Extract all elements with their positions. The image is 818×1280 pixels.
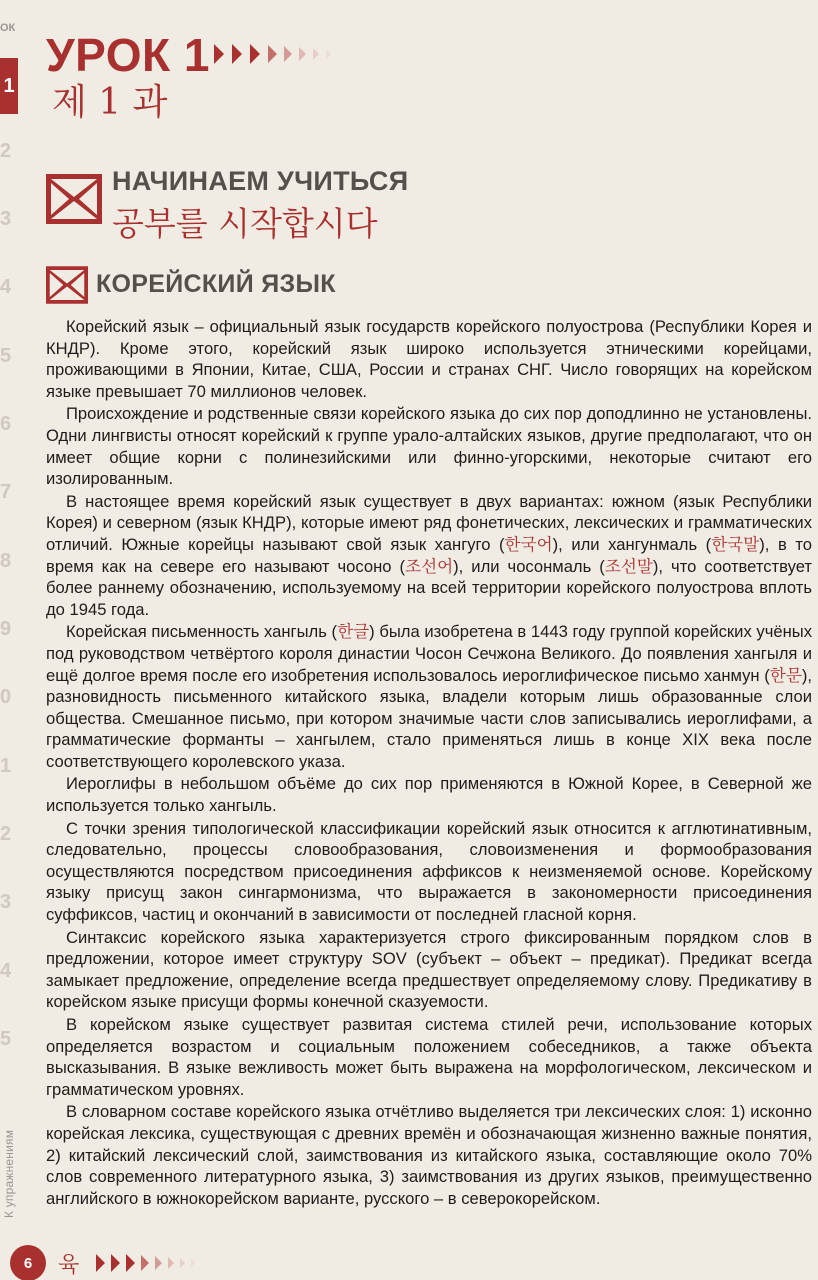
section-x-emblem-icon — [46, 174, 102, 224]
paragraph: Иероглифы в небольшом объёме до сих пор применяются в Южной Корее, в Северной же используется только хангыль. — [46, 774, 812, 816]
paragraph: В словарном составе корейского языка отчётливо выделяется три лексических слоя: 1) исконно корейская лексика, существующая с древних времён и обозначающая жизненно важные понятия, 2) китайский лексический слой, заимствования из китайского языка, составляющие около 70% слов современного литературного языка, 3) заимствования из других языков, преимущественно английского в южнокорейском варианте, русского – в северокорейском. — [46, 1102, 812, 1208]
sidebar-lesson-tab[interactable]: 3 — [0, 891, 12, 913]
sidebar-lesson-tab[interactable]: 8 — [0, 550, 12, 572]
sidebar-lesson-tab[interactable]: 2 — [0, 140, 12, 162]
korean-word: 조선말 — [604, 556, 653, 576]
section-subtitle-korean: 공부를 시작합시다 — [112, 204, 378, 243]
text: ), разновидность письменного китайского языка, владели которым лишь образованные слои общества. Смешанное письмо, при котором значимые части слов записывались иероглифами, а грамматические форманты – хангылем, стало применяться лишь в конце XIX века после соответствующего королевского указа. — [46, 665, 812, 771]
text: ), или чосонмаль ( — [453, 556, 605, 576]
text: ) была изобретена в 1443 году группой корейских учёных под руководством четвёртого короля династии Чосон Сечжона Великого. До появления хангыля и ещё долгое время после его изобретения использовалось иероглифическое письмо ханмун ( — [46, 622, 812, 685]
footer-arrows-icon — [96, 1253, 226, 1273]
korean-word: 한국말 — [711, 534, 760, 554]
text: Корейская письменность хангыль ( — [66, 622, 338, 642]
sidebar-lesson-tab[interactable]: 1 — [0, 755, 12, 777]
sidebar-lesson-tab[interactable]: 6 — [0, 413, 12, 435]
sidebar-lesson-tab[interactable]: 4 — [0, 276, 12, 298]
korean-word: 한국어 — [504, 534, 553, 554]
page-number-korean: 육 — [58, 1253, 80, 1278]
title-arrows-icon — [214, 42, 354, 66]
korean-word: 한문 — [769, 665, 802, 685]
paragraph: Синтаксис корейского языка характеризуется строго фиксированным порядком слов в предложении, которое имеет структуру SOV (субъект – объект – предикат). Предикат всегда замыкает предложение, определение всегда предшествует определяемому слову. Предикативу в корейском языке присущи формы конечной сказуемости. — [46, 927, 812, 1012]
section-title-korean-language: КОРЕЙСКИЙ ЯЗЫК — [96, 270, 336, 298]
sidebar-lesson-tab[interactable]: 9 — [0, 618, 12, 640]
lesson-subtitle-korean: 제 1 과 — [52, 82, 168, 123]
page-number-badge: 6 — [10, 1245, 46, 1280]
paragraph: Происхождение и родственные связи корейского языка до сих пор доподлинно не установлены. Одни лингвисты относят корейский к группе урало-алтайских языков, другие предполагают, что он имеет общие корни с полинезийскими или финно-угорскими, некоторые считают его изолированным. — [46, 404, 812, 489]
korean-word: 조선어 — [405, 556, 454, 576]
body-text — [46, 316, 812, 1209]
lesson-title: УРОК 1 — [46, 29, 210, 81]
sidebar-lesson-tab[interactable]: 2 — [0, 823, 12, 845]
korean-word: 한글 — [337, 622, 370, 642]
paragraph: В корейском языке существует развитая система стилей речи, использование которых определяется возрастом и социальным положением собеседников, а также объекта высказывания. В языке вежливость может быть выражена на морфологическом, лексическом и грамматическом уровнях. — [46, 1015, 812, 1099]
sidebar-lesson-tab[interactable]: 5 — [0, 345, 12, 367]
text: ), что соответствует более раннему обозначению, используемому на всей территории корейского полуострова вплоть до 1945 года. — [46, 556, 812, 619]
sidebar-exercises-caption[interactable]: К упражнениям — [2, 1129, 16, 1218]
section-x-emblem-icon — [46, 266, 88, 304]
paragraph: С точки зрения типологической классификации корейский язык относится к агглютинативным, следовательно, процессы словообразования, словоизменения и формообразования осуществляются посредством присоединения аффиксов к неизменяемой основе. Корейскому языку присущ закон сингармонизма, что выражается в закономерности присоединения суффиксов, частиц и окончаний в зависимости от последней гласной корня. — [46, 818, 812, 925]
paragraph — [46, 621, 812, 772]
sidebar-top-label: ОК — [0, 22, 16, 34]
text: ), или хангунмаль ( — [552, 534, 712, 554]
sidebar-lesson-tab[interactable]: 4 — [0, 960, 12, 982]
text: ), в то время как на севере его называют чосоно ( — [46, 534, 812, 576]
sidebar-lesson-tab[interactable]: 0 — [0, 686, 12, 708]
text: В настоящее время корейский язык существует в двух вариантах: южном (язык Республики Корея) и северном (язык КНДР), которые имеют ряд фонетических, лексических и грамматических отличий. Южные корейцы называют свой язык хангуго ( — [46, 491, 812, 554]
sidebar-active-lesson-tab[interactable]: 1 — [0, 58, 18, 114]
sidebar-lesson-tab[interactable]: 5 — [0, 1028, 12, 1050]
sidebar-lesson-tab[interactable]: 3 — [0, 208, 12, 230]
section-title-start-learning: НАЧИНАЕМ УЧИТЬСЯ — [112, 166, 409, 196]
sidebar-lesson-tab[interactable]: 7 — [0, 481, 12, 503]
paragraph: Корейский язык – официальный язык государств корейского полуострова (Республики Корея и КНДР). Кроме этого, корейский язык широко используется этническими корейцами, проживающими в Японии, Китае, США, России и странах СНГ. Число говорящих на корейском языке превышает 70 миллионов человек. — [46, 317, 812, 401]
paragraph — [46, 491, 812, 621]
